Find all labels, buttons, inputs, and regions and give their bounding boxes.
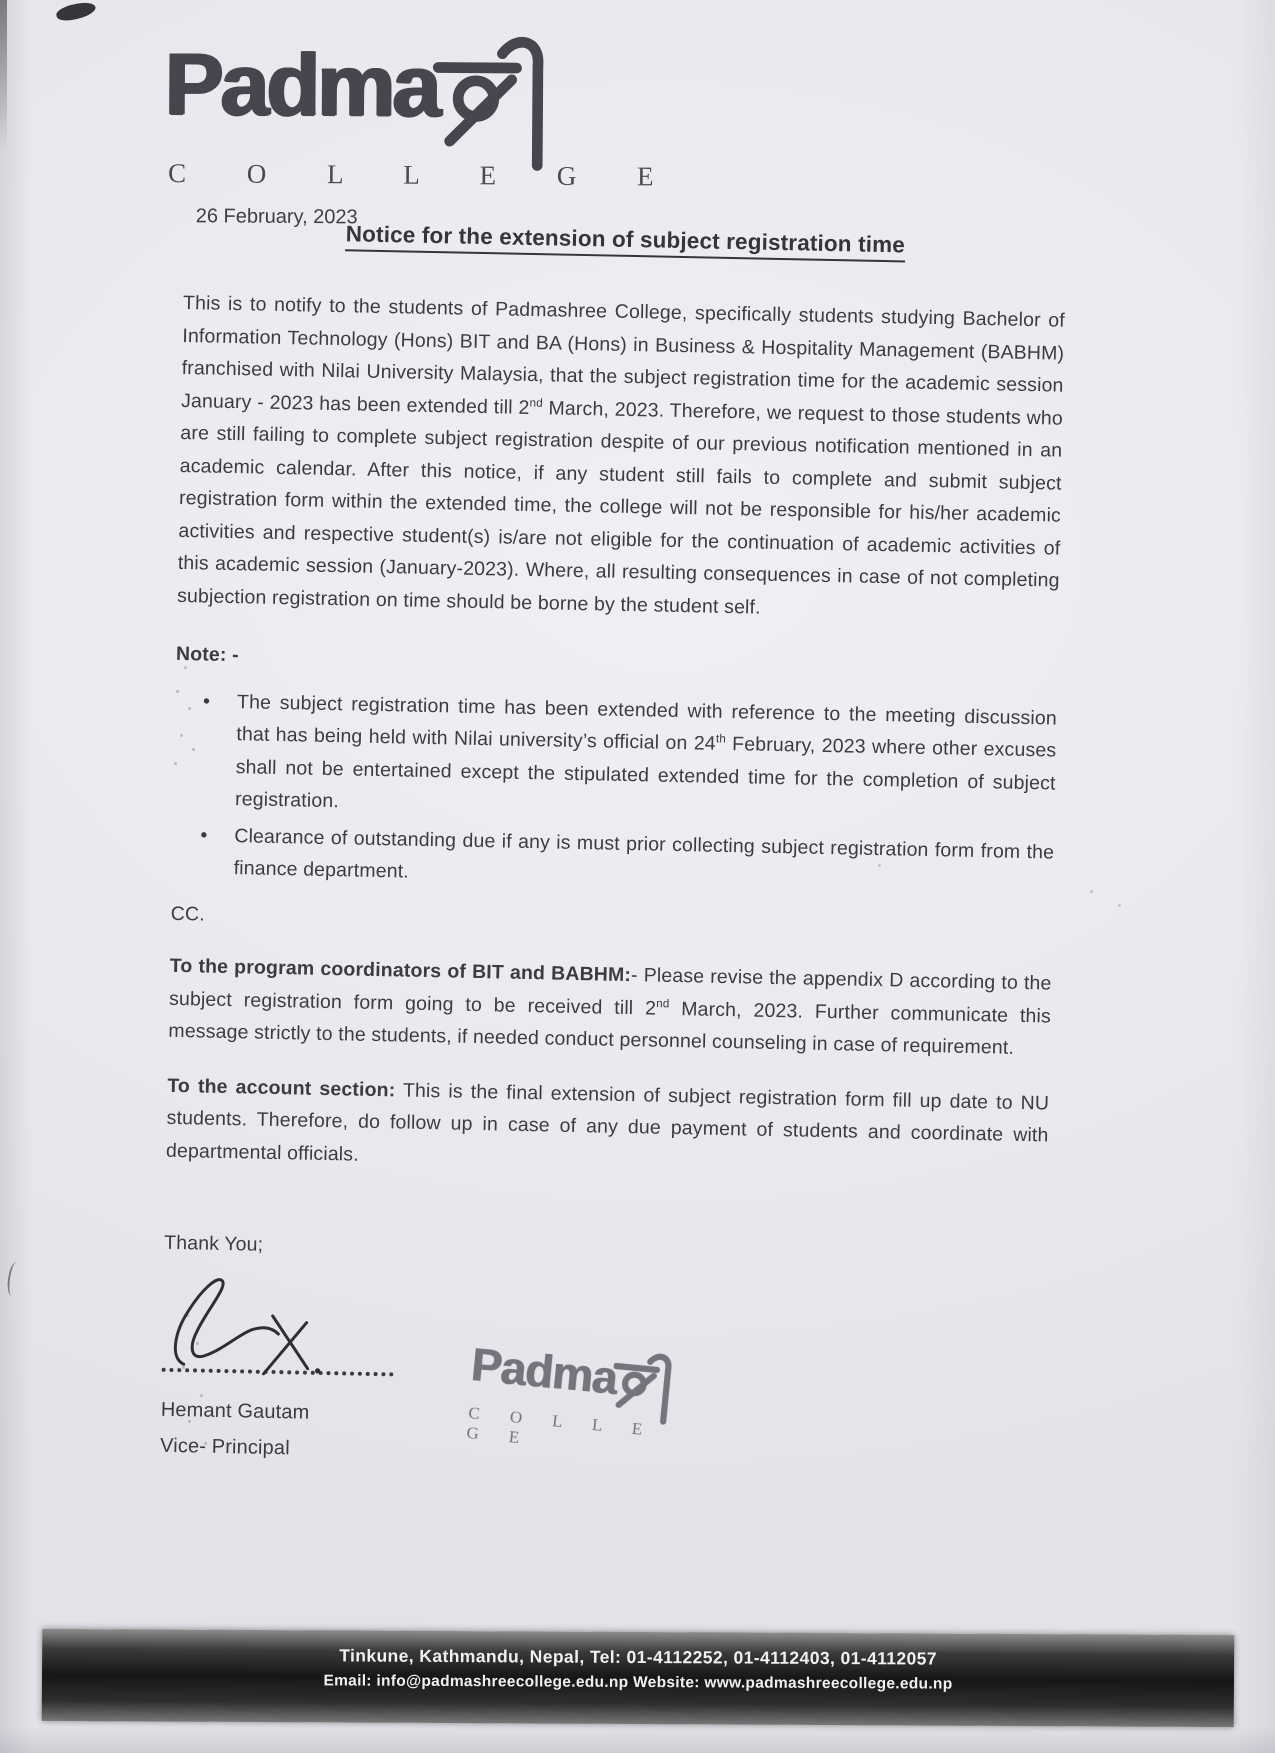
scan-artifact-bracket [6,1261,23,1296]
coordinators-lead: To the program coordinators of BIT and BABHM: [169,954,632,987]
account-lead: To the account section: [167,1074,396,1101]
notice-title: Notice for the extension of subject registration time [184,217,1066,263]
intro-paragraph [177,287,1065,630]
note1-text-1: The subject registration time has been extended with reference to the meeting discussion that has being held with Nilai university’s official on 24 [236,690,1058,755]
handwritten-signature [148,1267,380,1380]
scan-artifact-corner [55,0,97,24]
account-text: This is the final extension of subject registration form fill up date to NU students. Therefore, do follow up in case of any due payment of students and coordinate with departmental officials. [165,1078,1050,1166]
footer-email-website: Email: info@padmashreecollege.edu.np Website: www.padmashreecollege.edu.np [323,1672,953,1693]
closing-salutation: Thank You; [163,1231,264,1256]
cc-label: CC. [170,902,206,926]
note-item-clearance: • Clearance of outstanding due if any is must prior collecting subject registration form from the finance department. [233,820,1054,901]
signer-title: Vice- Principal [159,1434,291,1460]
account-paragraph [166,1069,1050,1184]
logo-college-text: C O L L E G E [167,158,681,192]
note-item-extension [235,686,1057,832]
ordinal-sup: nd [529,395,544,410]
shree-glyph-icon [432,32,553,173]
intro-text-2: March, 2023. Therefore, we request to those students who are still failing to complete subject registration despite of our previous notification mentioned in an academic calendar. After this notice, if any student still fails to complete and submit subject registration form within the extended time, the college will not be responsible for his/her academic activities and respective student(s) is/are not eligible for the continuation of academic activities of this academic session (January-2023). Where, all resulting consequences in case of not completing subjection registration on time should be borne by the student self. [176,396,1064,619]
signer-name: Hemant Gautam [160,1398,310,1424]
note-list [171,684,1057,901]
coordinators-text-2: March, 2023. Further communicate this message strictly to the students, if needed conduct personnel counseling in case of requirement. [168,997,1052,1059]
footer-contact-bar [42,1629,1234,1727]
coordinators-text-1: - Please revise the appendix D according to the subject registration form going to be received till 2 [168,964,1052,1020]
letter-body [160,205,1067,1480]
signature-block [160,1267,424,1467]
coordinators-paragraph [168,950,1052,1065]
shree-glyph-icon [608,1347,677,1427]
footer-address-phone: Tinkune, Kathmandu, Nepal, Tel: 01-4112252, 01-4112403, 01-4112057 [339,1645,938,1669]
college-stamp [464,1338,703,1465]
ordinal-sup: th [715,732,727,746]
note-label: Note: - [175,642,239,667]
stamp-college-text: C O L L E G E [465,1403,657,1449]
stamp-wordmark: Padma [468,1338,619,1404]
scan-bottom-shade [0,1727,1275,1753]
intro-text-1: This is to notify to the students of Padmashree College, specifically students studying Bachelor of Information Technology (Hons) BIT and BA (Hons) in Business & Hospitality Management (BABHM) franchised with Nilai University Malaysia, that the subject registration time for the academic session January - 2023 has been extended till 2 [180,291,1066,419]
scan-artifact-edge [0,0,7,150]
college-logo [164,34,682,193]
letter-date: 26 February, 2023 [195,205,358,229]
letterhead [164,34,682,232]
logo-wordmark: Padma [164,34,439,135]
note1-text-2: February, 2023 where other excuses shall not be entertained except the stipulated extended time for the completion of subject registration. [234,732,1057,813]
ordinal-sup: nd [656,996,670,1010]
